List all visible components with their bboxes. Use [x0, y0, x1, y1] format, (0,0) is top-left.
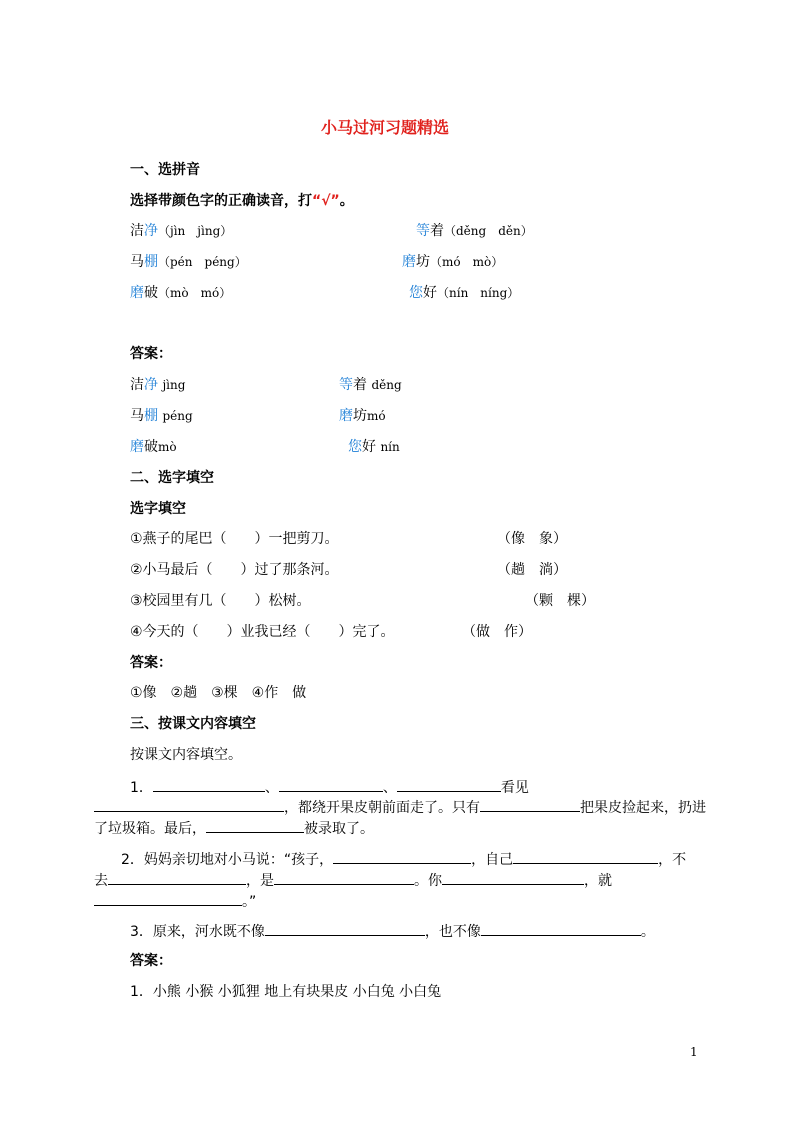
blank-line[interactable]: [480, 797, 580, 812]
page-number: 1: [690, 1045, 698, 1059]
section-1-answer-label: 答案：: [130, 346, 172, 362]
pinyin-item: 洁净（jìn jìng）: [130, 223, 233, 239]
section-1-heading: 一、选拼音: [130, 162, 200, 178]
section-3-answer: 1．小熊 小猴 小狐狸 地上有块果皮 小白兔 小白兔: [130, 984, 442, 1000]
q2-line2: 去 ，是 。你 ，就: [94, 870, 612, 890]
blank-line[interactable]: [481, 921, 641, 936]
instruction-end: 。: [339, 193, 354, 209]
fill-options: （像 象）: [497, 531, 567, 547]
blank-line[interactable]: [513, 849, 658, 864]
pinyin-item: 磨破（mò mó）: [130, 285, 232, 301]
fill-question: ②小马最后（ ）过了那条河。: [130, 562, 339, 578]
section-3-intro: 按课文内容填空。: [130, 747, 242, 763]
pinyin-item: 马棚（pén péng）: [130, 254, 247, 270]
blank-line[interactable]: [333, 849, 471, 864]
blank-line[interactable]: [206, 818, 304, 833]
section-2-subheading: 选字填空: [130, 501, 186, 517]
blank-line[interactable]: [279, 777, 383, 792]
section-2-answer: ①像 ②趟 ③棵 ④作 做: [130, 685, 307, 701]
blank-line[interactable]: [265, 921, 425, 936]
q2-line1: 2．妈妈亲切地对小马说：“孩子， ，自己 ，不: [121, 849, 686, 869]
answer-item: 您好 nín: [348, 439, 400, 455]
section-2-heading: 二、选字填空: [130, 470, 214, 486]
fill-options: （颗 棵）: [525, 593, 595, 609]
fill-question: ④今天的（ ）业我已经（ ）完了。: [130, 624, 395, 640]
q1-line2: ，都绕开果皮朝前面走了。只有 把果皮捡起来，扔进: [94, 797, 706, 817]
q3-line1: 3．原来，河水既不像 ，也不像 。: [130, 921, 655, 941]
fill-options: （趟 淌）: [497, 562, 567, 578]
q2-line3: 。”: [94, 891, 256, 911]
answer-item: 洁净 jìng: [130, 377, 186, 393]
blank-line[interactable]: [108, 870, 246, 885]
q1-line3: 了垃圾箱。最后， 被录取了。: [94, 818, 374, 838]
section-3-heading: 三、按课文内容填空: [130, 716, 256, 732]
instruction-text: 选择带颜色字的正确读音，打: [130, 193, 312, 209]
fill-options: （做 作）: [462, 624, 532, 640]
blank-line[interactable]: [94, 891, 242, 906]
blank-line[interactable]: [442, 870, 584, 885]
blank-line[interactable]: [274, 870, 414, 885]
page-title: 小马过河习题精选: [321, 118, 450, 137]
q1-line1: 1． 、 、 看见: [130, 777, 529, 797]
blank-line[interactable]: [397, 777, 501, 792]
pinyin-item: 您好（nín níng）: [409, 285, 520, 301]
blank-line[interactable]: [94, 797, 284, 812]
pinyin-item: 磨坊（mó mò）: [402, 254, 504, 270]
fill-question: ①燕子的尾巴（ ）一把剪刀。: [130, 531, 339, 547]
section-2-answer-label: 答案：: [130, 655, 172, 671]
pinyin-item: 等着（děng děn）: [416, 223, 533, 239]
answer-item: 磨破mò: [130, 439, 177, 455]
section-3-answer-label: 答案：: [130, 953, 172, 969]
answer-item: 等着 děng: [339, 377, 402, 393]
fill-question: ③校园里有几（ ）松树。: [130, 593, 311, 609]
checkmark-symbol: “√”: [312, 193, 340, 209]
answer-item: 马棚 péng: [130, 408, 193, 424]
section-1-instruction: [130, 192, 354, 210]
blank-line[interactable]: [153, 777, 265, 792]
answer-item: 磨坊mó: [339, 408, 386, 424]
